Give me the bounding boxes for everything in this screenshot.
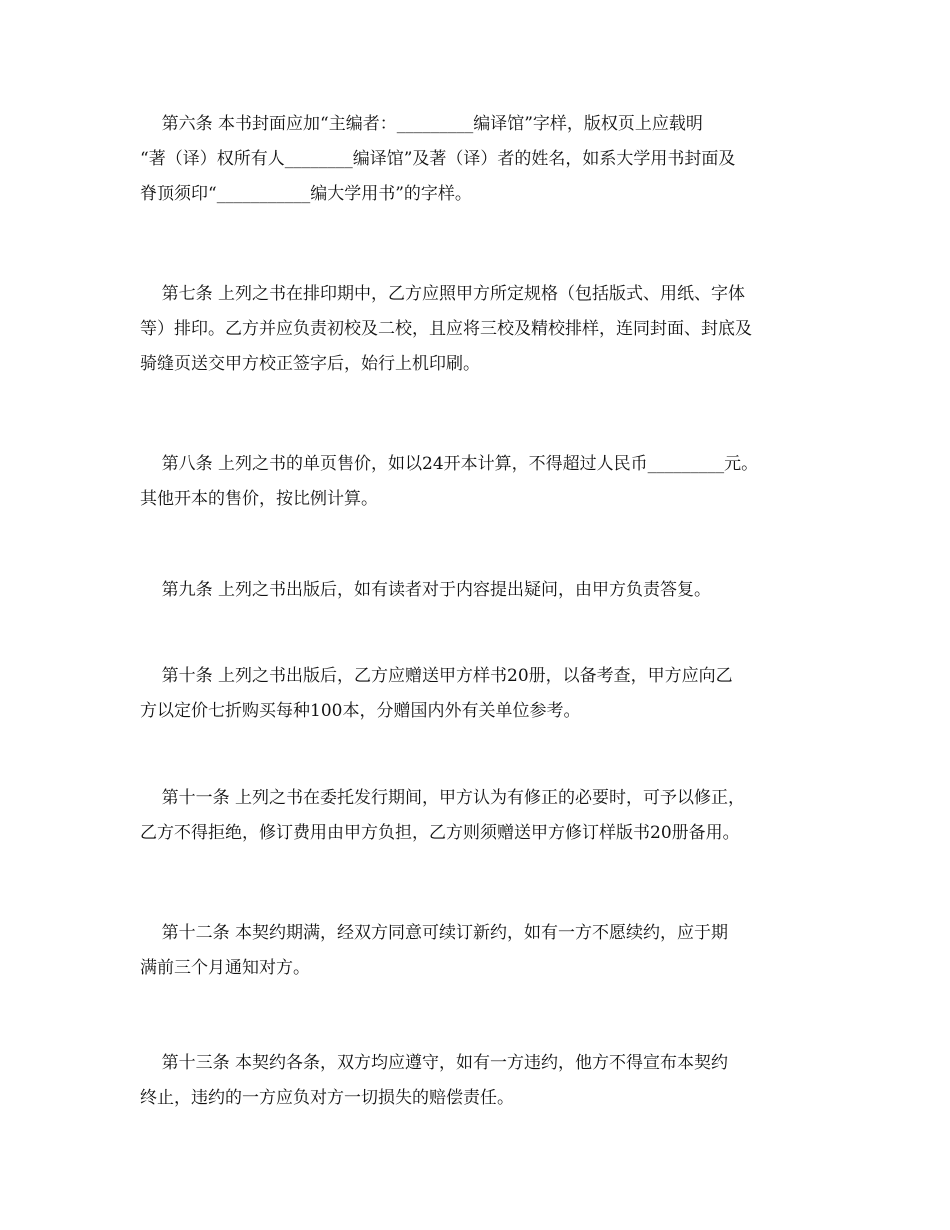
text-line: 脊顶须印“___________编大学用书”的字样。	[140, 184, 472, 204]
text-line: 第十一条 上列之书在委托发行期间，甲方认为有修正的必要时，可予以修正，	[140, 788, 746, 808]
text-line: 第九条 上列之书出版后，如有读者对于内容提出疑问，由甲方负责答复。	[140, 580, 712, 600]
paragraph-article-7	[140, 277, 820, 382]
text-line: 第十条 上列之书出版后，乙方应赠送甲方样书20册，以备考查，甲方应向乙	[140, 666, 733, 686]
text-line: “著（译）权所有人________编译馆”及著（译）者的姓名，如系大学用书封面及	[140, 149, 736, 169]
paragraph-article-6	[140, 107, 820, 212]
paragraph-article-11	[140, 781, 820, 851]
text-line: 第六条 本书封面应加“主编者：_________编译馆”字样，版权页上应载明	[140, 114, 703, 134]
text-line: 其他开本的售价，按比例计算。	[140, 489, 378, 509]
text-line: 第八条 上列之书的单页售价，如以24开本计算，不得超过人民币_________元。	[140, 454, 759, 474]
text-line: 乙方不得拒绝，修订费用由甲方负担，乙方则须赠送甲方修订样版书20册备用。	[140, 823, 740, 843]
text-line: 满前三个月通知对方。	[140, 958, 310, 978]
paragraph-article-13	[140, 1046, 820, 1116]
text-line: 第十二条 本契约期满，经双方同意可续订新约，如有一方不愿续约，应于期	[140, 923, 729, 943]
paragraph-article-8	[140, 447, 820, 517]
paragraph-article-12	[140, 916, 820, 986]
text-line: 等）排印。乙方并应负责初校及二校，且应将三校及精校排样，连同封面、封底及	[140, 319, 752, 339]
paragraph-article-9	[140, 573, 820, 608]
text-line: 第十三条 本契约各条，双方均应遵守，如有一方违约，他方不得宣布本契约	[140, 1053, 729, 1073]
paragraph-article-10	[140, 659, 820, 729]
text-line: 第七条 上列之书在排印期中，乙方应照甲方所定规格（包括版式、用纸、字体	[140, 284, 746, 304]
text-line: 方以定价七折购买每种100本，分赠国内外有关单位参考。	[140, 701, 581, 721]
text-line: 终止，违约的一方应负对方一切损失的赔偿责任。	[140, 1088, 514, 1108]
text-line: 骑缝页送交甲方校正签字后，始行上机印刷。	[140, 354, 480, 374]
